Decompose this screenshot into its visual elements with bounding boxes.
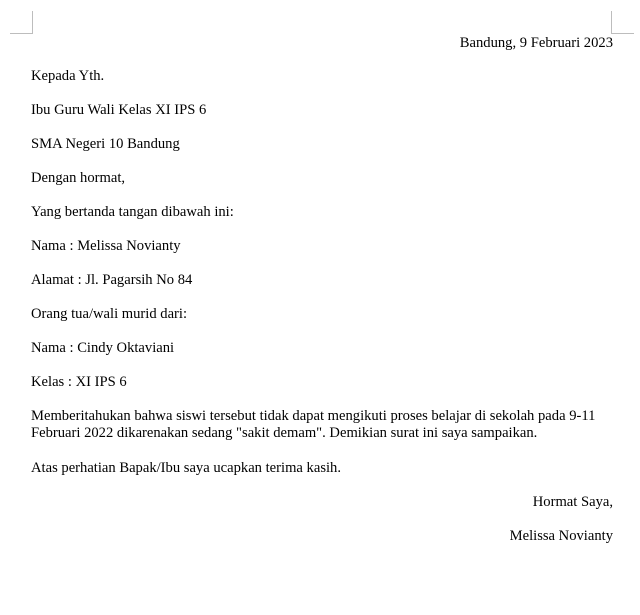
letter-date: Bandung, 9 Februari 2023 [459, 35, 613, 51]
student-name: Nama : Cindy Oktaviani [31, 340, 175, 356]
sign-off: Hormat Saya, [532, 494, 613, 510]
signature-name: Melissa Novianty [509, 528, 613, 544]
crop-mark-top-left [10, 11, 33, 34]
greeting: Dengan hormat, [31, 170, 126, 186]
recipient-line-2: Ibu Guru Wali Kelas XI IPS 6 [31, 102, 207, 118]
letter-body: Memberitahukan bahwa siswi tersebut tidak dapat mengikuti proses belajar di sekolah pada 9-11 Februari 2022 dikarenakan sedang "sakit demam". Demikian surat ini saya sampaikan. [31, 408, 596, 441]
guardian-of-text: Orang tua/wali murid dari: [31, 306, 188, 322]
recipient-line-3: SMA Negeri 10 Bandung [31, 136, 180, 152]
student-class: Kelas : XI IPS 6 [31, 374, 127, 390]
intro-text: Yang bertanda tangan dibawah ini: [31, 204, 234, 220]
closing-thanks: Atas perhatian Bapak/Ibu saya ucapkan terima kasih. [31, 460, 342, 476]
crop-mark-top-right [611, 11, 634, 34]
recipient-line-1: Kepada Yth. [31, 68, 105, 84]
parent-name: Nama : Melissa Novianty [31, 238, 181, 254]
parent-address: Alamat : Jl. Pagarsih No 84 [31, 272, 193, 288]
